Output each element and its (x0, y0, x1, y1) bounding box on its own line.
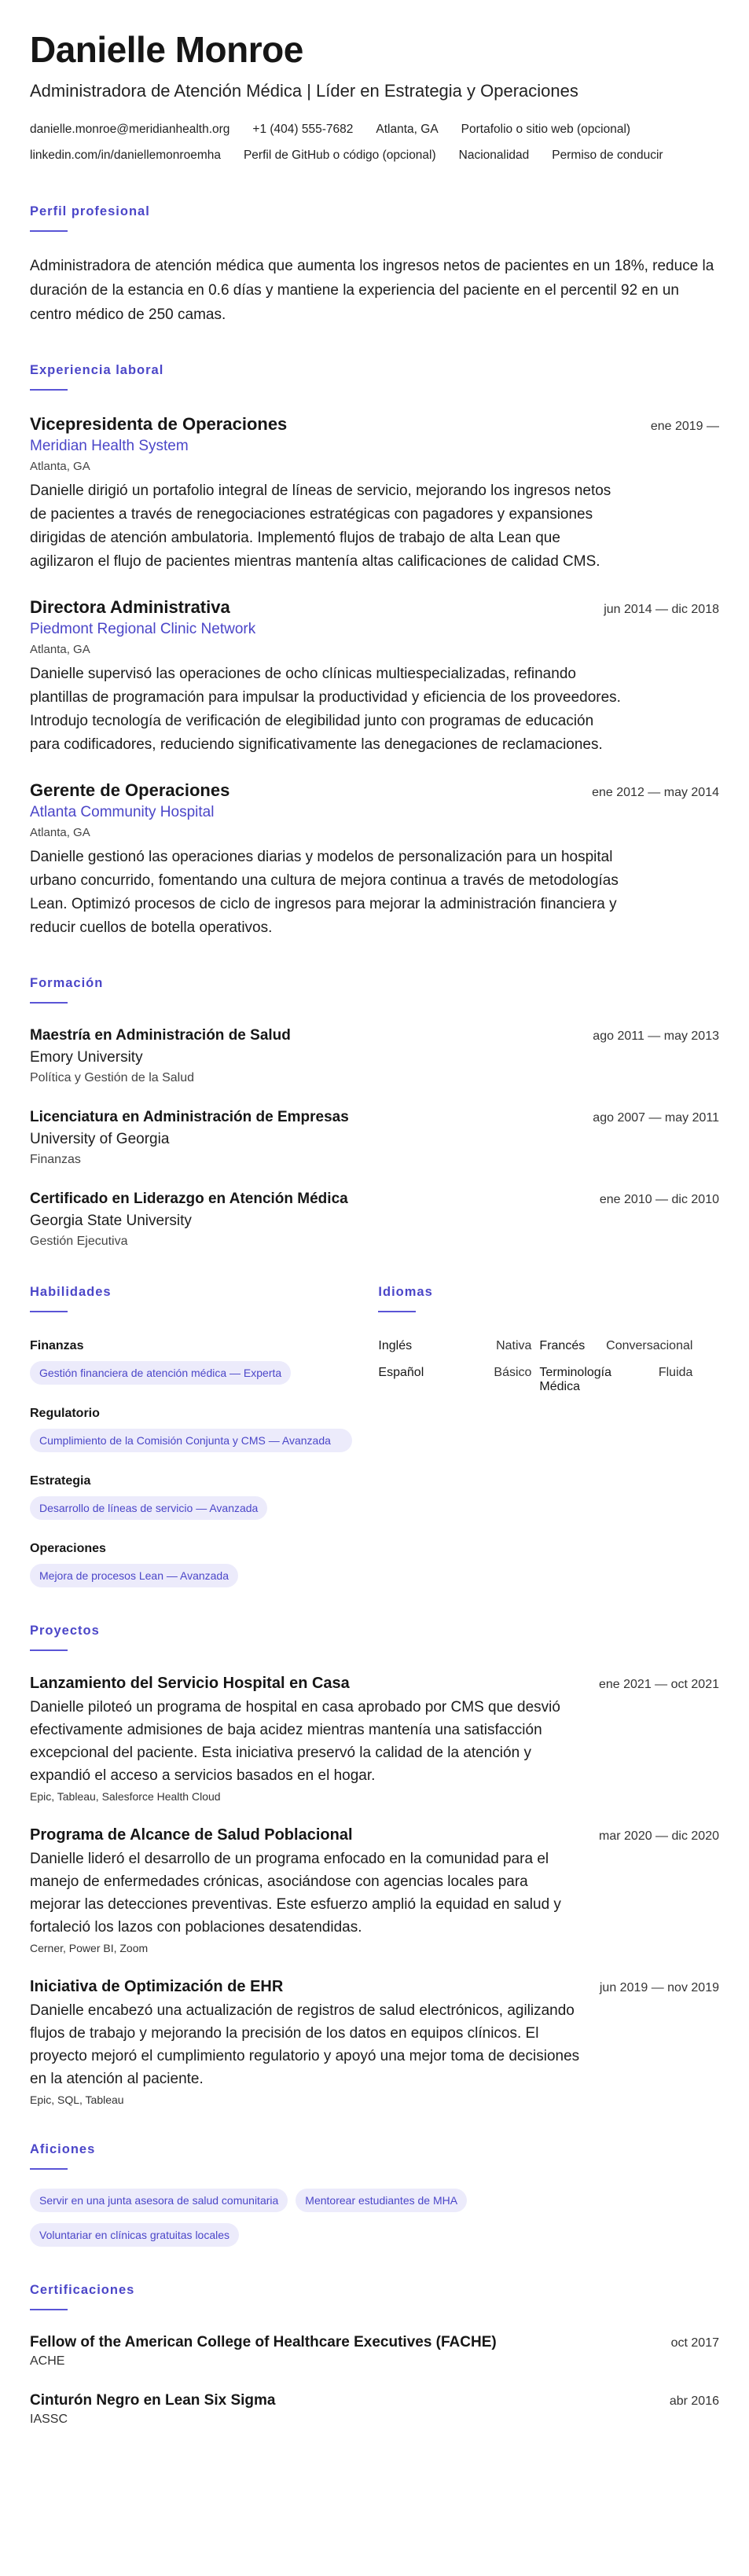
contact-nationality: Nacionalidad (458, 149, 530, 162)
job-description: Danielle dirigió un portafolio integral de líneas de servicio, mejorando los ingresos netos de pacientes a través de renegociaciones estratégicas con pagadores y expansiones dirigidas de atención ambulatoria. Implementó flujos de trabajo de alta Lean que agilizaron el flujo de pacientes mientras mantenía altas calificaciones de calidad CMS. (30, 483, 611, 570)
project-date: jun 2019 — nov 2019 (599, 1981, 719, 1994)
skill-category: Operaciones (30, 1542, 106, 1555)
certification-date: oct 2017 (670, 2336, 719, 2350)
project-entry (30, 1826, 719, 1954)
candidate-name: Danielle Monroe (30, 29, 303, 70)
project-title: Lanzamiento del Servicio Hospital en Casa (30, 1675, 350, 1692)
education-entry (30, 1027, 719, 1085)
job-location: Atlanta, GA (30, 460, 90, 473)
contact-github[interactable]: Perfil de GitHub o código (opcional) (243, 149, 436, 162)
job-location: Atlanta, GA (30, 826, 90, 839)
education-entry (30, 1109, 719, 1167)
section-title-certifications: Certificaciones (30, 2283, 135, 2297)
education-school: University of Georgia (30, 1131, 170, 1147)
language-name: Español (378, 1366, 424, 1379)
project-description: Danielle piloteó un programa de hospital en casa aprobado por CMS que desvió efectivamente admisiones de baja acidez mientras mantenía una satisfacción excepcional del paciente. Esta iniciativa preservó la calidad de la atención y expandió el acceso a servicios basados en el hogar. (30, 1699, 560, 1784)
language-item (378, 1339, 531, 1353)
languages-grid (378, 1339, 719, 1394)
project-entry (30, 1978, 719, 2106)
skill-category: Finanzas (30, 1339, 84, 1352)
experience-section (30, 363, 719, 940)
contact-email[interactable]: danielle.monroe@meridianhealth.org (30, 123, 230, 136)
education-field: Política y Gestión de la Salud (30, 1071, 195, 1084)
education-degree: Certificado en Liderazgo en Atención Médica (30, 1191, 348, 1207)
certification-issuer: ACHE (30, 2354, 65, 2368)
project-tech: Epic, Tableau, Salesforce Health Cloud (30, 1790, 221, 1803)
project-description: Danielle encabezó una actualización de registros de salud electrónicos, agilizando flujos de trabajo y mejorando la precisión de los datos en equipos clínicos. El proyecto mejoró el cumplimiento regulatorio y apoyó una mejor toma de decisiones en la atención al paciente. (30, 2002, 580, 2087)
job-company: Atlanta Community Hospital (30, 804, 215, 820)
language-level: Fluida (658, 1366, 693, 1379)
project-date: mar 2020 — dic 2020 (599, 1829, 719, 1843)
hobby-pill: Servir en una junta asesora de salud comunitaria (30, 2189, 288, 2212)
language-level: Conversacional (606, 1339, 693, 1352)
skill-pill: Mejora de procesos Lean — Avanzada (30, 1564, 238, 1587)
education-date: ene 2010 — dic 2010 (599, 1193, 719, 1206)
section-title-skills: Habilidades (30, 1285, 112, 1299)
skill-pill: Gestión financiera de atención médica — Experta (30, 1361, 291, 1385)
summary-section (30, 204, 719, 327)
job-description: Danielle supervisó las operaciones de ocho clínicas multiespecializadas, refinando plantillas de programación para impulsar la productividad y eficiencia de los proveedores. Introdujo tecnología de verificación de elegibilidad junto con programas de educación para codificadores, reduciendo significativamente las denegaciones de reclamaciones. (30, 666, 621, 753)
section-title-summary: Perfil profesional (30, 204, 150, 218)
education-school: Emory University (30, 1049, 143, 1066)
job-title: Gerente de Operaciones (30, 780, 230, 800)
skills-languages-row (30, 1249, 719, 1587)
education-date: ago 2011 — may 2013 (593, 1029, 719, 1043)
contact-location: Atlanta, GA (376, 123, 439, 136)
hobby-pill: Mentorear estudiantes de MHA (296, 2189, 467, 2212)
certification-entry (30, 2334, 719, 2369)
resume-header (30, 28, 719, 168)
language-name: Terminología Médica (539, 1366, 612, 1393)
language-name: Francés (539, 1339, 586, 1352)
job-description: Danielle gestionó las operaciones diarias y modelos de personalización para un hospital urbano concurrido, fomentando una cultura de mejora continua a través de metodologías Lean. Optimizó procesos de ciclo de ingresos para mejorar la administración financiera y reducir cuellos de botella operativos. (30, 849, 619, 936)
project-tech: Cerner, Power BI, Zoom (30, 1942, 149, 1954)
job-title: Vicepresidenta de Operaciones (30, 414, 288, 434)
language-level: Básico (494, 1366, 532, 1379)
candidate-headline: Administradora de Atención Médica | Líder en Estrategia y Operaciones (30, 81, 578, 101)
section-divider (30, 1002, 68, 1004)
project-tech: Epic, SQL, Tableau (30, 2093, 124, 2106)
section-divider (30, 230, 68, 232)
job-date: ene 2019 — (650, 420, 719, 433)
skill-pill: Cumplimiento de la Comisión Conjunta y CMS — Avanzada (30, 1429, 352, 1452)
education-degree: Maestría en Administración de Salud (30, 1027, 291, 1044)
project-title: Iniciativa de Optimización de EHR (30, 1978, 284, 1995)
contact-phone[interactable]: +1 (404) 555-7682 (252, 123, 354, 136)
section-divider (30, 2309, 68, 2310)
certifications-section (30, 2283, 719, 2427)
section-title-projects: Proyectos (30, 1624, 100, 1638)
languages-section (378, 1249, 719, 1587)
hobby-pill: Voluntariar en clínicas gratuitas locales (30, 2223, 239, 2247)
job-company: Piedmont Regional Clinic Network (30, 621, 256, 637)
language-item (539, 1339, 692, 1353)
education-section (30, 976, 719, 1249)
job-company: Meridian Health System (30, 438, 189, 454)
contact-driving-license: Permiso de conducir (552, 149, 663, 162)
job-entry (30, 414, 719, 574)
certification-issuer: IASSC (30, 2413, 68, 2426)
section-divider (30, 389, 68, 391)
education-field: Gestión Ejecutiva (30, 1235, 128, 1248)
language-name: Inglés (378, 1339, 413, 1352)
certification-entry (30, 2392, 719, 2427)
skills-section (30, 1249, 378, 1587)
project-date: ene 2021 — oct 2021 (598, 1678, 719, 1691)
contact-portfolio[interactable]: Portafolio o sitio web (opcional) (461, 123, 631, 136)
education-entry (30, 1191, 719, 1249)
section-divider (378, 1311, 416, 1312)
certification-name: Cinturón Negro en Lean Six Sigma (30, 2392, 276, 2409)
job-date: jun 2014 — dic 2018 (604, 603, 719, 616)
job-title: Directora Administrativa (30, 597, 230, 617)
section-title-education: Formación (30, 976, 104, 990)
section-title-experience: Experiencia laboral (30, 363, 164, 377)
summary-text: Administradora de atención médica que aumenta los ingresos netos de pacientes en un 18%, reduce la duración de la estancia en 0.6 días y mantiene la experiencia del paciente en el percentil 92 en un centro médico de 250 camas. (30, 258, 714, 323)
job-date: ene 2012 — may 2014 (592, 786, 719, 799)
section-divider (30, 1649, 68, 1651)
language-item (539, 1366, 692, 1394)
job-entry (30, 780, 719, 940)
certification-date: abr 2016 (669, 2394, 719, 2408)
education-field: Finanzas (30, 1153, 81, 1166)
contact-list (30, 116, 719, 168)
section-title-hobbies: Aficiones (30, 2142, 96, 2156)
education-degree: Licenciatura en Administración de Empresas (30, 1109, 349, 1125)
education-date: ago 2007 — may 2011 (593, 1111, 719, 1125)
certification-name: Fellow of the American College of Healthcare Executives (FACHE) (30, 2334, 497, 2350)
contact-linkedin[interactable]: linkedin.com/in/daniellemonroemha (30, 149, 221, 162)
section-divider (30, 2168, 68, 2170)
job-location: Atlanta, GA (30, 643, 90, 656)
projects-section (30, 1624, 719, 2106)
skill-pill: Desarrollo de líneas de servicio — Avanzada (30, 1496, 267, 1520)
project-entry (30, 1675, 719, 1803)
section-divider (30, 1311, 68, 1312)
job-entry (30, 597, 719, 757)
hobbies-list (30, 2189, 533, 2247)
education-school: Georgia State University (30, 1213, 192, 1229)
hobbies-section (30, 2142, 719, 2247)
language-item (378, 1366, 531, 1394)
section-title-languages: Idiomas (378, 1285, 433, 1299)
project-description: Danielle lideró el desarrollo de un programa enfocado en la comunidad para el manejo de enfermedades crónicas, asociándose con agencias locales para mejorar las detecciones preventivas. Este esfuerzo amplió la equidad en salud y fortaleció los lazos con poblaciones desatendidas. (30, 1851, 561, 1936)
project-title: Programa de Alcance de Salud Poblacional (30, 1826, 353, 1844)
language-level: Nativa (496, 1339, 532, 1352)
skill-category: Regulatorio (30, 1407, 100, 1420)
skill-category: Estrategia (30, 1474, 91, 1488)
